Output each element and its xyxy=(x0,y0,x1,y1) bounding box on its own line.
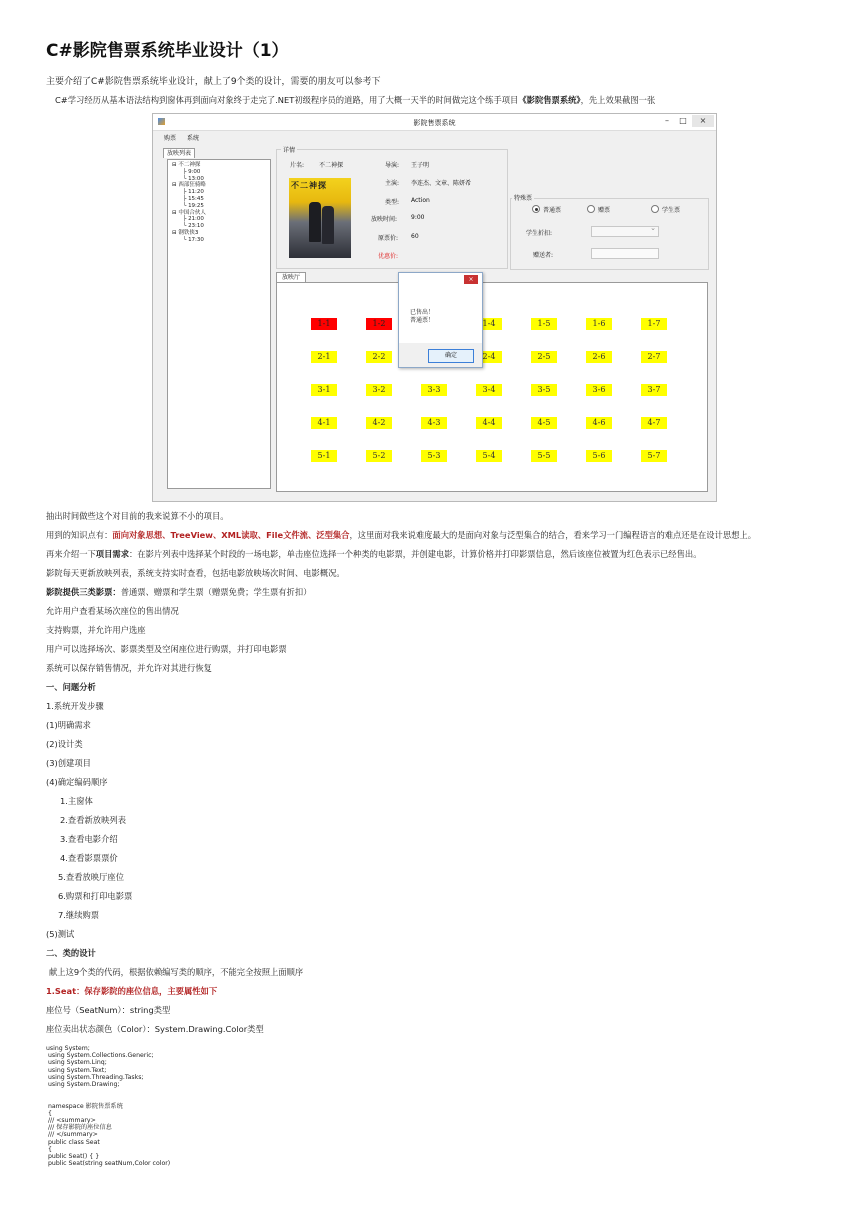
tree-time: ├ 15:45 xyxy=(183,195,204,202)
para-9: 系统可以保存销售情况，并允许对其进行恢复 xyxy=(46,663,212,673)
tree-time: ├ 21:00 xyxy=(183,216,204,223)
para-3: 再来介绍一下项目需求：在影片列表中选择某个时段的一场电影，单击座位选择一个种类的电影票，并创建电影，计算价格并打印影票信息，然后该座位被置为红色表示已经售出。 xyxy=(46,549,702,559)
seat-3-5: 3-5 xyxy=(531,384,557,396)
lead-text: C#学习经历从基本语法结构到窗体再到面向对象终于走完了.NET初级程序员的道路，用了大概一天半的时间做完这个练手项目 xyxy=(55,95,519,105)
article-title: C#影院售票系统毕业设计（1） xyxy=(46,41,289,61)
para-8: 用户可以选择场次、影票类型及空闲座位进行购票，并打印电影票 xyxy=(46,644,287,654)
seat-2-7: 2-7 xyxy=(641,351,667,363)
step-8: 3.查看电影介绍 xyxy=(60,834,118,844)
window-titlebar xyxy=(153,114,716,131)
dialog-header xyxy=(399,273,482,285)
tree-time: └ 17:30 xyxy=(183,236,204,243)
para-2: 用到的知识点有：面向对象思想、TreeView、XML读取、File文件流、泛型集合，这里面对我来说难度最大的是面向对象与泛型集合的结合，看来学习一门编程语言的难点还是在设计思想上。 xyxy=(46,530,757,540)
director-label: 导演: xyxy=(385,162,400,169)
seat-5-1: 5-1 xyxy=(311,450,337,462)
type-label: 类型: xyxy=(385,199,400,206)
seat-1-7: 1-7 xyxy=(641,318,667,330)
step-3: (2)设计类 xyxy=(46,739,83,749)
para-1: 抽出时间做些这个对目前的我来说算不小的项目。 xyxy=(46,511,229,521)
name-label: 片名: xyxy=(290,162,305,169)
para-10: 献上这9个类的代码，根据依赖编写类的顺序，不能完全按照上面顺序 xyxy=(49,967,304,977)
lead-tail: ，先上效果截图一张 xyxy=(580,95,656,105)
para-6: 允许用户查看某场次座位的售出情况 xyxy=(46,606,179,616)
radio-normal: 普通票 xyxy=(532,205,561,214)
tab-schedule-list: 放映列表 xyxy=(163,148,195,158)
tree-time: ├ 9:00 xyxy=(183,168,201,175)
tree-content xyxy=(172,162,206,244)
lead-bold: 《影院售票系统》 xyxy=(518,95,581,105)
tree-time: └ 13:00 xyxy=(183,175,204,182)
discount-label: 学生折扣: xyxy=(526,230,553,237)
dialog-close-icon: × xyxy=(464,275,478,284)
seat-4-6: 4-6 xyxy=(586,417,612,429)
knowledge-points: 面向对象思想、TreeView、XML读取、File文件流、泛型集合 xyxy=(112,530,350,540)
seat-2-5: 2-5 xyxy=(531,351,557,363)
para-5: 影院提供三类影票：普通票、赠票和学生票（赠票免费；学生票有折扣） xyxy=(46,587,312,597)
code-block: using System; using System.Collections.Generic; using System.Linq; using System.Text; using System.Threading.Tasks; using System.Drawing; namespace 影院售票系统 { /// <summary> /// 保存影院的座位信息 /// </summary> public class Seat { public Seat() { } public Seat(string seatNum,Color color) xyxy=(46,1045,171,1168)
menu-system: 系统 xyxy=(187,135,200,142)
movie-poster xyxy=(289,178,351,258)
giver-field xyxy=(591,248,659,259)
heading-analysis: 一、问题分析 xyxy=(46,682,96,692)
heading-class-design: 二、类的设计 xyxy=(46,948,96,958)
sold-dialog xyxy=(398,272,483,368)
seat-4-3: 4-3 xyxy=(421,417,447,429)
close-icon: × xyxy=(692,115,714,127)
article-lead xyxy=(55,94,655,106)
step-10: 5.查看放映厅座位 xyxy=(58,872,124,882)
seat-5-7: 5-7 xyxy=(641,450,667,462)
seat-4-7: 4-7 xyxy=(641,417,667,429)
para-12: 座位卖出状态颜色（Color）：System.Drawing.Color类型 xyxy=(46,1024,264,1034)
seat-1-5: 1-5 xyxy=(531,318,557,330)
step-9: 4.查看影票票价 xyxy=(60,853,118,863)
seat-5-6: 5-6 xyxy=(586,450,612,462)
tree-movie: ⊟ 钢铁侠3 xyxy=(172,229,199,236)
seat-1-6: 1-6 xyxy=(586,318,612,330)
radio-free: 赠票 xyxy=(587,205,610,214)
seat-3-2: 3-2 xyxy=(366,384,392,396)
step-4: (3)创建项目 xyxy=(46,758,91,768)
seat-3-3: 3-3 xyxy=(421,384,447,396)
seat-4-1: 4-1 xyxy=(311,417,337,429)
seat-3-1: 3-1 xyxy=(311,384,337,396)
poster-figure xyxy=(322,206,334,244)
para-4: 影院每天更新放映列表，系统支持实时查看，包括电影放映场次时间、电影概况。 xyxy=(46,568,345,578)
window-title: 影院售票系统 xyxy=(413,119,456,127)
seat-2-6: 2-6 xyxy=(586,351,612,363)
giver-label: 赠送者: xyxy=(533,252,554,259)
tree-movie: ⊟ 中国合伙人 xyxy=(172,209,206,216)
article-summary: 主要介绍了C#影院售票系统毕业设计，献上了9个类的设计，需要的朋友可以参考下 xyxy=(46,77,381,87)
tree-time: └ 19:25 xyxy=(183,202,204,209)
seat-4-2: 4-2 xyxy=(366,417,392,429)
seat-5-3: 5-3 xyxy=(421,450,447,462)
name-value: 不二神探 xyxy=(319,162,344,169)
seat-5-2: 5-2 xyxy=(366,450,392,462)
step-7: 2.查看新放映列表 xyxy=(60,815,126,825)
step-6: 1.主窗体 xyxy=(60,796,93,806)
time-value: 9:00 xyxy=(411,214,425,221)
seat-2-2: 2-2 xyxy=(366,351,392,363)
time-label: 放映时间: xyxy=(371,216,398,223)
maximize-icon: □ xyxy=(679,116,687,125)
step-12: 7.继续购票 xyxy=(58,910,100,920)
heading-seat: 1.Seat：保存影院的座位信息，主要属性如下 xyxy=(46,986,218,996)
seat-3-4: 3-4 xyxy=(476,384,502,396)
seat-3-6: 3-6 xyxy=(586,384,612,396)
step-1: 1.系统开发步骤 xyxy=(46,701,104,711)
tree-time: ├ 11:20 xyxy=(183,189,204,196)
detail-legend: 详情 xyxy=(283,147,296,154)
seat-2-4: 2-4 xyxy=(476,351,502,363)
pref-label: 优惠价: xyxy=(378,253,399,260)
hall-panel xyxy=(276,282,708,492)
special-legend: 特殊票 xyxy=(514,195,533,202)
para-11: 座位号（SeatNum）：string类型 xyxy=(46,1005,171,1015)
tree-movie: ⊟ 西部狂骑略 xyxy=(172,182,206,189)
dialog-message: 已售出！ 普通票！ xyxy=(410,309,435,324)
step-2: (1)明确需求 xyxy=(46,720,91,730)
actors-label: 主演: xyxy=(385,180,400,187)
director-value: 王子明 xyxy=(411,162,430,169)
dialog-ok-button: 确定 xyxy=(428,349,474,363)
tab-hall: 放映厅 xyxy=(276,272,306,283)
seat-1-1: 1-1 xyxy=(311,318,337,330)
seat-5-5: 5-5 xyxy=(531,450,557,462)
seat-4-5: 4-5 xyxy=(531,417,557,429)
radio-student: 学生票 xyxy=(651,205,680,214)
minimize-icon: – xyxy=(665,116,669,125)
price-label: 原票价: xyxy=(378,235,399,242)
actors-value: 李连杰、文章、陈妍希 xyxy=(411,180,472,187)
seat-4-4: 4-4 xyxy=(476,417,502,429)
poster-title: 不二神探 xyxy=(291,181,327,190)
dialog-footer xyxy=(399,343,482,367)
seat-1-4: 1-4 xyxy=(476,318,502,330)
app-screenshot xyxy=(152,113,717,502)
type-value: Action xyxy=(411,197,430,204)
price-value: 60 xyxy=(411,233,419,240)
seat-1-2: 1-2 xyxy=(366,318,392,330)
discount-combo xyxy=(591,226,659,237)
tree-time: └ 23:10 xyxy=(183,223,204,230)
seat-2-1: 2-1 xyxy=(311,351,337,363)
seat-5-4: 5-4 xyxy=(476,450,502,462)
seat-3-7: 3-7 xyxy=(641,384,667,396)
menu-buy: 购票 xyxy=(164,135,177,142)
step-11: 6.购票和打印电影票 xyxy=(58,891,133,901)
step-13: (5)测试 xyxy=(46,929,75,939)
tree-movie: ⊟ 不二神探 xyxy=(172,162,201,168)
step-5: (4)确定编码顺序 xyxy=(46,777,108,787)
para-7: 支持购票，并允许用户选座 xyxy=(46,625,146,635)
poster-figure xyxy=(309,202,321,242)
menu-bar xyxy=(153,131,716,142)
schedule-tree xyxy=(167,159,271,489)
